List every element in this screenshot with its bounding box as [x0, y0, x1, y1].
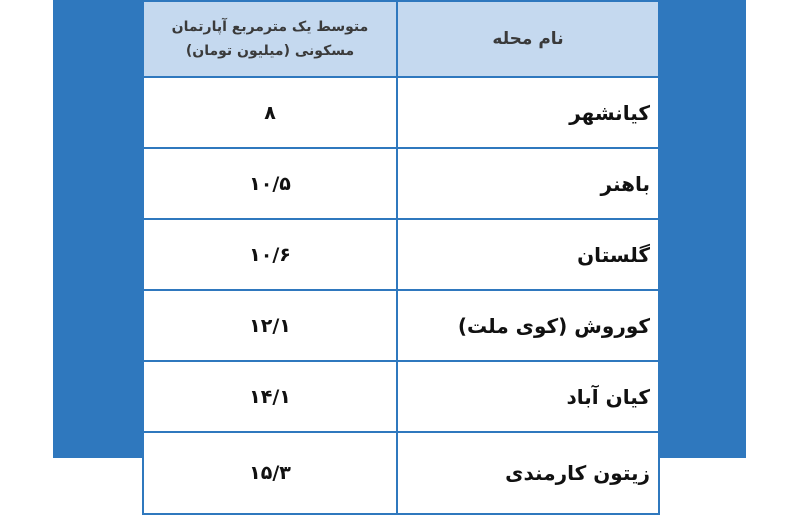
price-table [142, 0, 660, 515]
header-price: متوسط یک مترمربع آپارتمان مسکونی (میلیون تومان) [143, 1, 397, 77]
neighborhood-cell: کیانشهر [397, 77, 659, 148]
neighborhood-cell: کوروش (کوی ملت) [397, 290, 659, 361]
price-cell: ۱۰/۶ [143, 219, 397, 290]
price-cell: ۱۲/۱ [143, 290, 397, 361]
price-cell: ۸ [143, 77, 397, 148]
neighborhood-cell: گلستان [397, 219, 659, 290]
table-row [143, 290, 659, 361]
table-row [143, 361, 659, 432]
price-cell: ۱۴/۱ [143, 361, 397, 432]
table-row [143, 219, 659, 290]
price-cell: ۱۰/۵ [143, 148, 397, 219]
table-row [143, 77, 659, 148]
table-header-row [143, 1, 659, 77]
price-table-container [142, 0, 658, 485]
neighborhood-cell: باهنر [397, 148, 659, 219]
table-row [143, 432, 659, 514]
neighborhood-cell: کیان آباد [397, 361, 659, 432]
price-cell: ۱۵/۳ [143, 432, 397, 514]
neighborhood-cell: زیتون کارمندی [397, 432, 659, 514]
header-neighborhood: نام محله [397, 1, 659, 77]
table-row [143, 148, 659, 219]
